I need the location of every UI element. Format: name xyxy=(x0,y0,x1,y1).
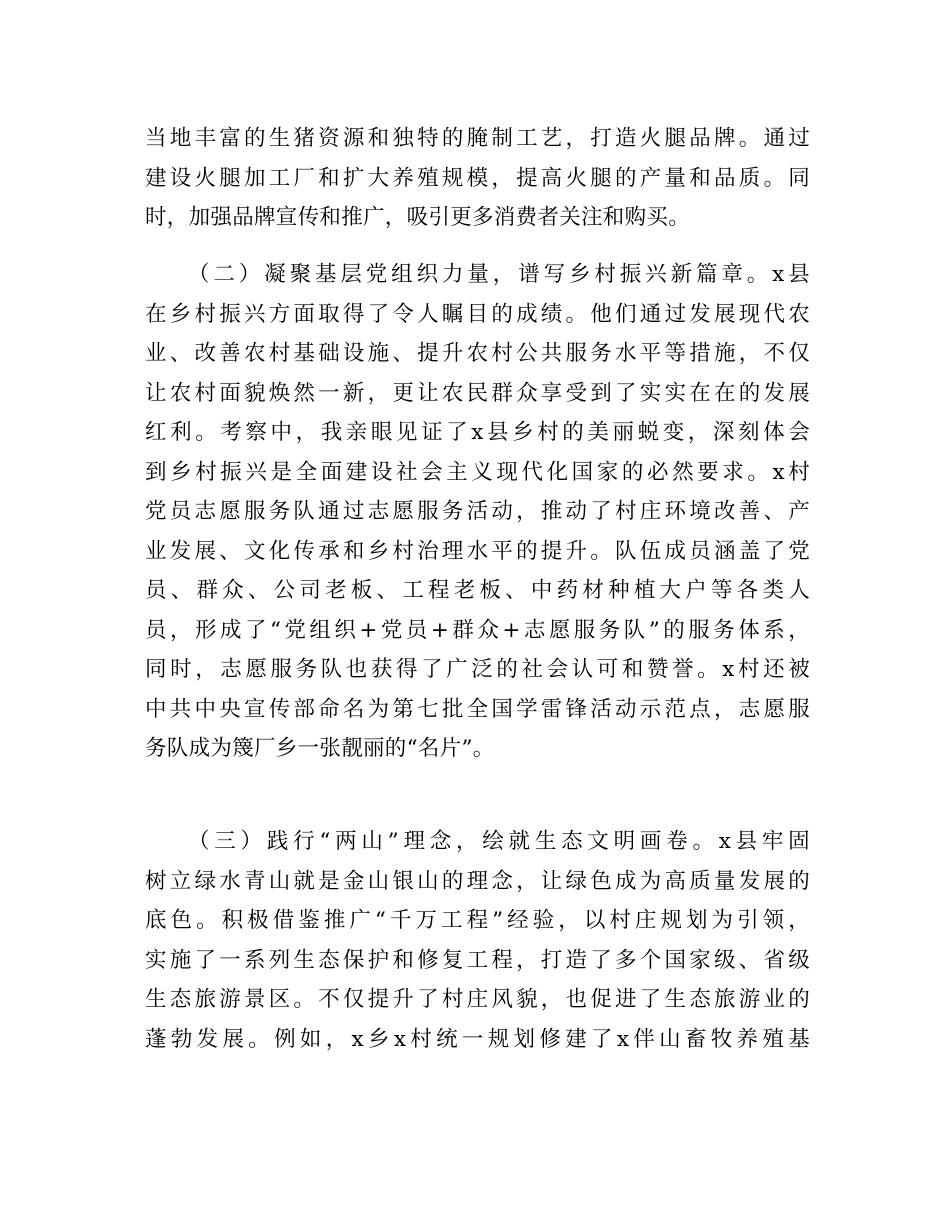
text-line: 树立绿水青山就是金山银山的理念，让绿色成为高质量发展的 xyxy=(145,868,810,894)
paragraph-text xyxy=(145,119,810,238)
text-line: 同时，志愿服务队也获得了广泛的社会认可和赞誉。x村还被 xyxy=(145,657,810,682)
paragraph-section-three xyxy=(145,822,810,1059)
text-line: 中共中央宣传部命名为第七批全国学雷锋活动示范点，志愿服 xyxy=(145,696,810,722)
text-line: 当地丰富的生猪资源和独特的腌制工艺，打造火腿品牌。通过 xyxy=(145,126,810,151)
paragraph-text xyxy=(145,822,810,1059)
text-line: （二）凝聚基层党组织力量，谱写乡村振兴新篇章。x县 xyxy=(188,262,810,287)
text-line: 业、改善农村基础设施、提升农村公共服务水平等措施，不仅 xyxy=(145,341,810,366)
text-line: 红利。考察中，我亲眼见证了x县乡村的美丽蜕变，深刻体会 xyxy=(145,420,810,445)
text-line: 员，形成了“党组织+党员+群众+志愿服务队”的服务体系， xyxy=(145,617,810,643)
text-line: 在乡村振兴方面取得了令人瞩目的成绩。他们通过发展现代农 xyxy=(145,301,810,327)
text-line: 党员志愿服务队通过志愿服务活动，推动了村庄环境改善、产 xyxy=(145,499,810,524)
text-line: 务队成为篾厂乡一张靓丽的“名片”。 xyxy=(145,736,495,761)
paragraph-text xyxy=(145,255,810,769)
text-line: 蓬勃发展。例如，x乡x村统一规划修建了x伴山畜牧养殖基 xyxy=(145,1026,810,1052)
text-line: 到乡村振兴是全面建设社会主义现代化国家的必然要求。x村 xyxy=(145,459,810,485)
text-line: 让农村面貌焕然一新，更让农民群众享受到了实实在在的发展 xyxy=(145,380,810,406)
text-line: 建设火腿加工厂和扩大养殖规模，提高火腿的产量和品质。同 xyxy=(145,165,810,191)
text-line: 实施了一系列生态保护和修复工程，打造了多个国家级、省级 xyxy=(145,947,810,973)
paragraph-continuation xyxy=(145,119,810,238)
text-line: 员、群众、公司老板、工程老板、中药材种植大户等各类人 xyxy=(145,578,810,603)
text-line: 时，加强品牌宣传和推广，吸引更多消费者关注和购买。 xyxy=(145,205,691,230)
text-line: 底色。积极借鉴推广“千万工程”经验，以村庄规划为引领， xyxy=(145,908,810,933)
text-line: 业发展、文化传承和乡村治理水平的提升。队伍成员涵盖了党 xyxy=(145,538,810,564)
text-line: 生态旅游景区。不仅提升了村庄风貌，也促进了生态旅游业的 xyxy=(145,987,810,1012)
text-line: （三）践行“两山”理念，绘就生态文明画卷。x县牢固 xyxy=(188,829,810,854)
paragraph-section-two xyxy=(145,255,810,769)
